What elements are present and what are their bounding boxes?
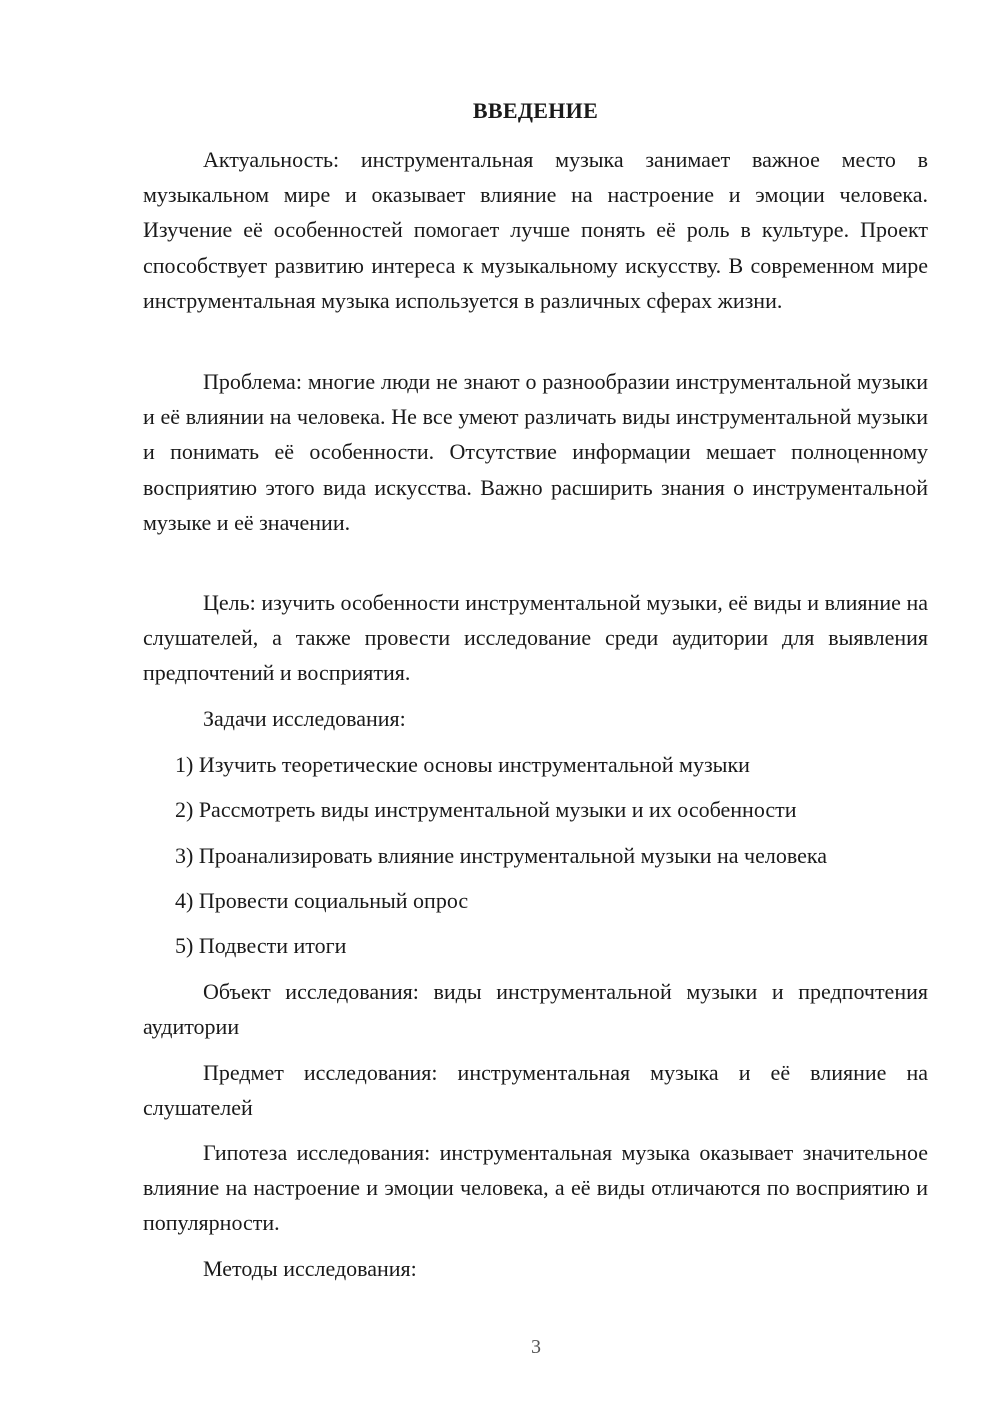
task-item: 1) Изучить теоретические основы инструментальной музыки [175, 752, 750, 777]
problem-paragraph: Проблема: многие люди не знают о разнообразии инструментальной музыки и её влиянии на человека. Не все умеют различать виды инструментальной музыки и понимать её особенности. Отсутствие информации мешает полноценному восприятию этого вида искусства. Важно расширить знания о инструментальной музыке и её значении. [143, 369, 928, 535]
research-object-paragraph: Объект исследования: виды инструментальной музыки и предпочтения аудитории [143, 979, 928, 1040]
methods-heading: Методы исследования: [203, 1256, 417, 1281]
page-number: 3 [531, 1336, 541, 1358]
page-title: ВВЕДЕНИЕ [472, 98, 599, 123]
tasks-heading: Задачи исследования: [203, 706, 406, 731]
hypothesis-paragraph: Гипотеза исследования: инструментальная музыка оказывает значительное влияние на настроение и эмоции человека, а её виды отличаются по восприятию и популярности. [143, 1140, 928, 1236]
task-item: 5) Подвести итоги [175, 933, 347, 958]
task-item: 3) Проанализировать влияние инструментальной музыки на человека [175, 843, 827, 868]
goal-paragraph: Цель: изучить особенности инструментальной музыки, её виды и влияние на слушателей, а также провести исследование среди аудитории для выявления предпочтений и восприятия. [143, 590, 928, 686]
research-subject-paragraph: Предмет исследования: инструментальная музыка и её влияние на слушателей [143, 1060, 928, 1121]
relevance-paragraph: Актуальность: инструментальная музыка занимает важное место в музыкальном мире и оказывает влияние на настроение и эмоции человека. Изучение её особенностей помогает лучше понять её роль в культуре. Проект способствует развитию интереса к музыкальному искусству. В современном мире инструментальная музыка используется в различных сферах жизни. [143, 147, 928, 313]
task-item: 2) Рассмотреть виды инструментальной музыки и их особенности [175, 797, 797, 822]
task-item: 4) Провести социальный опрос [175, 888, 469, 913]
